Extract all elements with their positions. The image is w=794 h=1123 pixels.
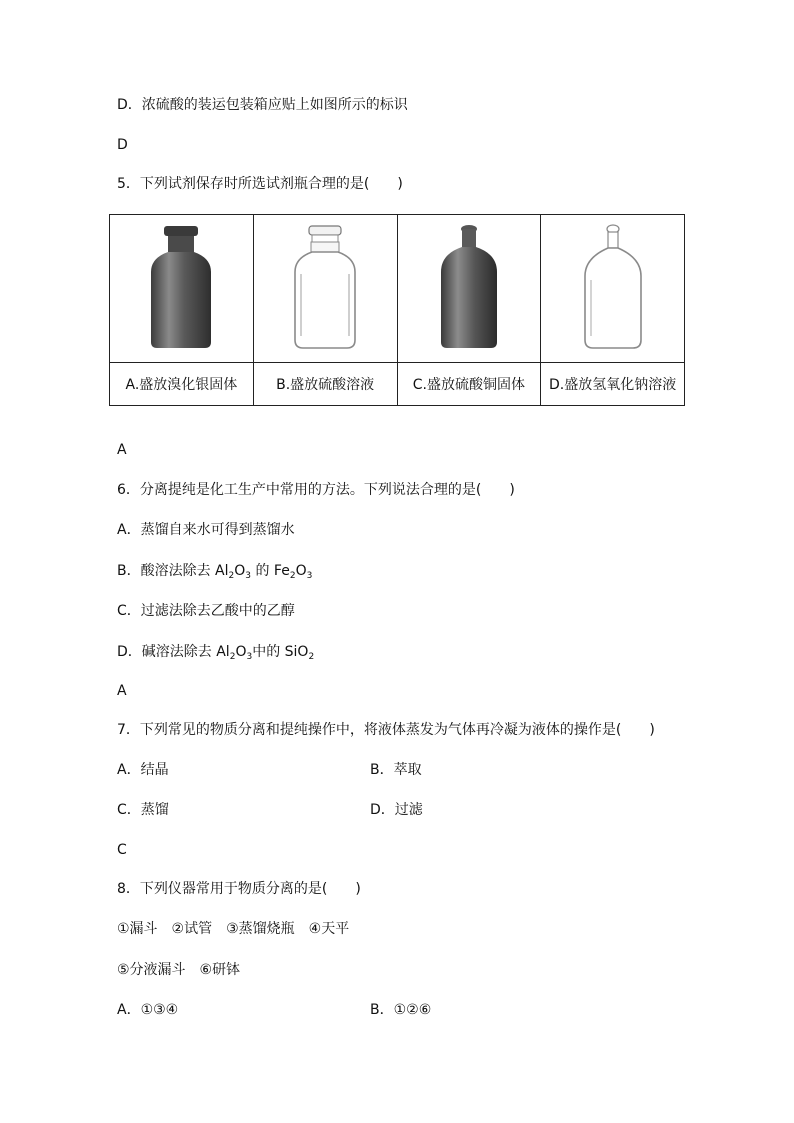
bottle-caption-b: B.盛放硫酸溶液: [253, 363, 397, 406]
clear-narrow-mouth-bottle-icon: [573, 224, 653, 354]
brown-wide-mouth-bottle-icon: [141, 224, 221, 354]
subscript: 2: [229, 652, 236, 662]
bottle-caption-a: A.盛放溴化银固体: [110, 363, 254, 406]
q7-option-c: C．蒸馏: [117, 802, 169, 818]
q6-option-d: [117, 642, 314, 662]
q6-option-d-text: 中的 SiO: [252, 644, 309, 660]
q8-option-a: A．①③④: [117, 1002, 179, 1018]
q6-option-b-text: O: [295, 563, 307, 579]
bottle-cell-a: [110, 215, 254, 363]
q4-option-d: D．浓硫酸的装运包装箱应贴上如图所示的标识: [117, 97, 408, 113]
q4-answer: D: [117, 137, 128, 153]
q7-stem: 7．下列常见的物质分离和提纯操作中，将液体蒸发为气体再冷凝为液体的操作是( ): [117, 722, 655, 738]
q6-option-b-text: 的 Fe: [251, 563, 290, 579]
subscript: 2: [228, 571, 235, 581]
q5-stem: 5．下列试剂保存时所选试剂瓶合理的是( ): [117, 176, 403, 192]
q7-option-d: D．过滤: [370, 802, 423, 818]
q6-option-b: [117, 561, 312, 581]
subscript: 3: [245, 571, 252, 581]
bottle-cell-b: [253, 215, 397, 363]
subscript: 2: [289, 571, 296, 581]
bottle-caption-c: C.盛放硫酸铜固体: [397, 363, 541, 406]
q6-option-d-text: D．碱溶法除去 Al: [117, 644, 230, 660]
q6-option-c: C．过滤法除去乙酸中的乙醇: [117, 603, 295, 619]
clear-wide-mouth-bottle-icon: [285, 224, 365, 354]
bottle-table: [109, 214, 685, 406]
q6-option-b-text: O: [234, 563, 246, 579]
brown-narrow-mouth-bottle-icon: [429, 224, 509, 354]
q7-option-a: A．结晶: [117, 762, 169, 778]
q5-answer: A: [117, 442, 127, 458]
q8-option-b: B．①②⑥: [370, 1002, 432, 1018]
q6-answer: A: [117, 683, 127, 699]
bottle-caption-d: D.盛放氢氧化钠溶液: [541, 363, 685, 406]
q6-option-a: A．蒸馏自来水可得到蒸馏水: [117, 522, 295, 538]
subscript: 2: [308, 652, 315, 662]
q6-option-d-text: O: [235, 644, 247, 660]
q7-option-b: B．萃取: [370, 762, 422, 778]
bottle-cell-d: [541, 215, 685, 363]
bottle-cell-c: [397, 215, 541, 363]
q7-answer: C: [117, 842, 127, 858]
subscript: 3: [246, 652, 253, 662]
q6-option-b-text: B．酸溶法除去 Al: [117, 563, 229, 579]
q8-items-line-2: ⑤分液漏斗 ⑥研钵: [117, 962, 241, 978]
subscript: 3: [306, 571, 313, 581]
q8-items-line-1: ①漏斗 ②试管 ③蒸馏烧瓶 ④天平: [117, 921, 350, 937]
q6-stem: 6．分离提纯是化工生产中常用的方法。下列说法合理的是( ): [117, 482, 515, 498]
q8-stem: 8．下列仪器常用于物质分离的是( ): [117, 881, 361, 897]
